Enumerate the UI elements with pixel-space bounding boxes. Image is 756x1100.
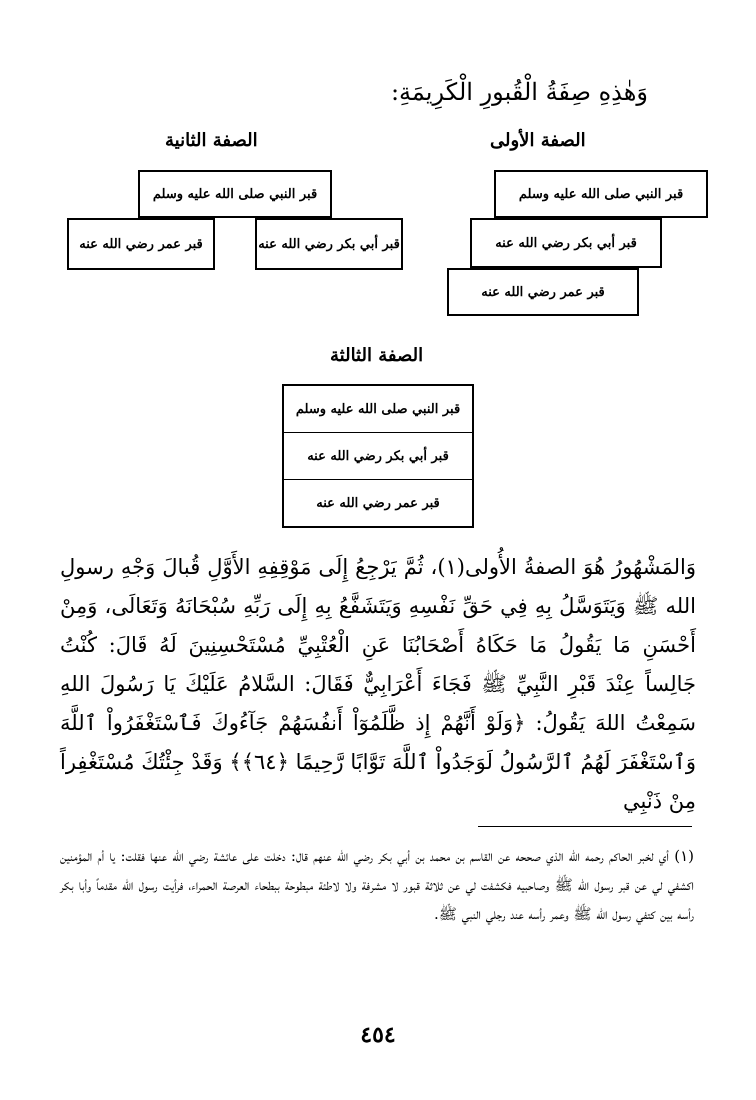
footnote: (١) أي لخبر الحاكم رحمه الله الذي صححه عن القاسم بن محمد بن أبي بكر رضي الله عنهم قال: دخلت على عائشة رضي الله عنها فقلت: يا أم المؤمنين اكشفي لي عن قبر رسول الله ﷺ وصاحبيه فكشفت لي عن ثلاثة قبور لا مشرفة ولا لاطئة مبطوحة ببطحاء العرصة الحمراء، فرأيت رسول الله مقدماً وأبا بكر رأسه بين كتفي رسول الله ﷺ وعمر رأسه عند رجلي النبي ﷺ. — [60, 847, 694, 923]
third-arrangement-heading: الصفة الثالثة — [330, 345, 424, 366]
main-paragraph: وَالمَشْهُورُ هُوَ الصفةُ الأُولى(١)، ثُمَّ يَرْجِعُ إِلَى مَوْقِفِهِ الأَوَّلِ قُبالَ وَجْهِ رسولِ الله ﷺ وَيَتَوَسَّلُ بِهِ فِي حَقِّ نَفْسِهِ وَيَتَشَفَّعُ بِهِ إِلَى رَبِّهِ سُبْحَانَهُ وَتَعَالَى، وَمِنْ أَحْسَنِ مَا يَقُولُ مَا حَكَاهُ أَصْحَابُنَا عَنِ الْعُتْبِيِّ مُسْتَحْسِنِينَ لَهُ قَالَ: كُنْتُ جَالِساً عِنْدَ قَبْرِ النَّبِيِّ ﷺ فَجَاءَ أَعْرَابِيٌّ فَقَالَ: السَّلامُ عَلَيْكَ يَا رَسُولَ اللهِ سَمِعْتُ اللهَ يَقُولُ: ﴿وَلَوْ أَنَّهُمْ إِذ ظَّلَمُوٓاْ أَنفُسَهُمْ جَآءُوكَ فَٱسْتَغْفَرُواْ ٱللَّهَ وَٱسْتَغْفَرَ لَهُمُ ٱلرَّسُولُ لَوَجَدُواْ ٱللَّهَ تَوَّابًا رَّحِيمًا ﴿٦٤﴾﴾ وَقَدْ جِئْتُكَ مُسْتَغْفِراً مِنْ ذَنْبِي — [60, 555, 696, 813]
main-text — [60, 548, 696, 821]
intro-line: وَهٰذِهِ صِفَةُ الْقُبورِ الْكَرِيمَةِ: — [390, 78, 648, 106]
second-arrangement-heading: الصفة الثانية — [165, 130, 258, 151]
third-arrangement-stack — [282, 384, 474, 528]
first-grave-umar: قبر عمر رضي الله عنه — [447, 268, 639, 316]
footnote-separator — [478, 826, 692, 827]
first-arrangement-heading: الصفة الأولى — [490, 130, 586, 151]
second-grave-umar: قبر عمر رضي الله عنه — [67, 218, 215, 270]
page-number: ٤٥٤ — [360, 1022, 396, 1048]
third-grave-umar: قبر عمر رضي الله عنه — [316, 495, 440, 511]
first-grave-abubakr: قبر أبي بكر رضي الله عنه — [470, 218, 662, 268]
second-grave-prophet: قبر النبي صلى الله عليه وسلم — [138, 170, 332, 218]
third-grave-prophet: قبر النبي صلى الله عليه وسلم — [284, 386, 472, 433]
first-grave-prophet: قبر النبي صلى الله عليه وسلم — [494, 170, 708, 218]
second-grave-abubakr: قبر أبي بكر رضي الله عنه — [255, 218, 403, 270]
third-grave-abubakr: قبر أبي بكر رضي الله عنه — [284, 433, 472, 480]
